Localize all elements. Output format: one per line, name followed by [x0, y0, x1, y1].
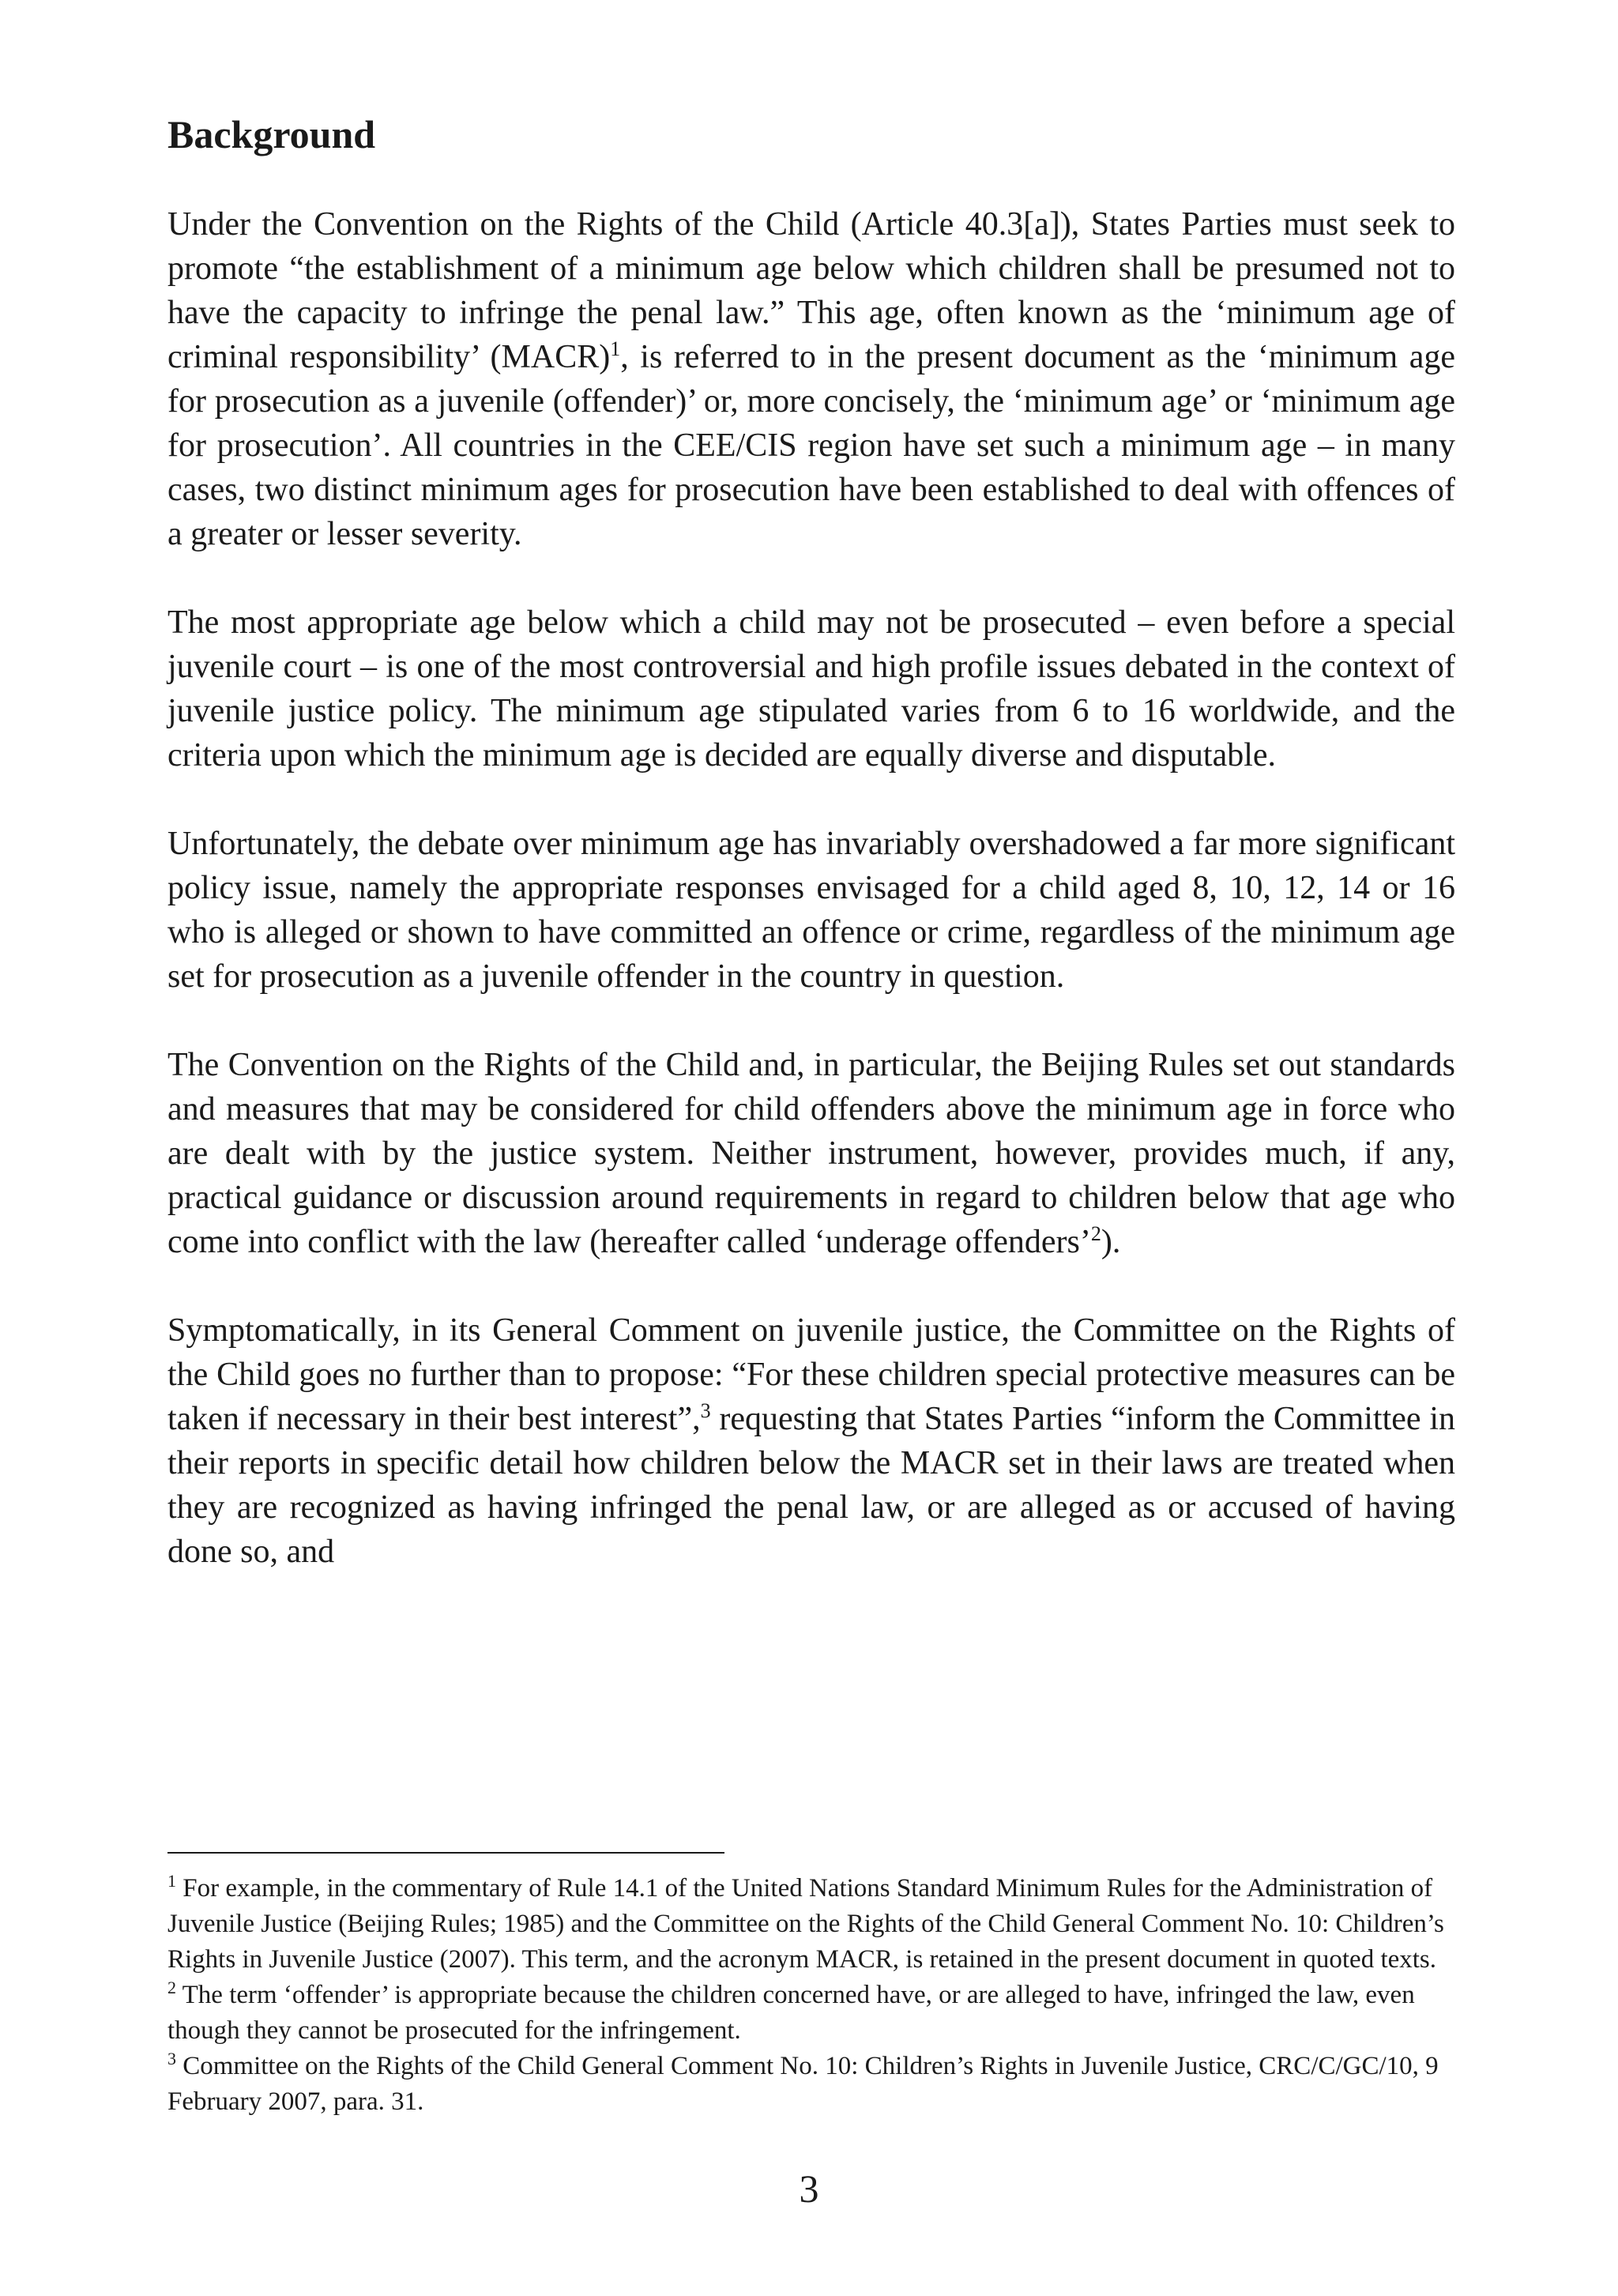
footnote-number: 3: [167, 2049, 176, 2068]
paragraph-4-text-b: ).: [1101, 1224, 1121, 1260]
section-heading: Background: [167, 112, 376, 156]
page-body: [167, 111, 1455, 1618]
paragraph-4-text-a: The Convention on the Rights of the Child and, in particular, the Beijing Rules set out standards and measures that may be considered for child offenders above the minimum age in force who are dealt with by the justice system. Neither instrument, however, provides much, if any, practical guidance or discussion around requirements in regard to children below that age who come into conflict with the law (hereafter called ‘underage offenders’: [167, 1047, 1455, 1260]
footnote-text: The term ‘offender’ is appropriate because the children concerned have, or are alleged to have, infringed the law, even though they cannot be prosecuted for the infringement.: [167, 1981, 1415, 2045]
paragraph-5-text-b: requesting that States Parties “inform the Committee in their reports in specific detail how children below the MACR set in their laws are treated when they are recognized as having infringed the penal law, or are alleged as or accused of having done so, and: [167, 1401, 1456, 1570]
footnote-ref-1[interactable]: 1: [610, 337, 621, 360]
paragraph-1: [167, 202, 1455, 556]
paragraph-5-text-a: Symptomatically, in its General Comment on juvenile justice, the Committee on the Rights of the Child goes no further than to propose: “For these children special protective measures can be taken if necessary in their best interest”,: [167, 1312, 1455, 1437]
paragraph-3: Unfortunately, the debate over minimum age has invariably overshadowed a far more significant policy issue, namely the appropriate responses envisaged for a child aged 8, 10, 12, 14 or 16 who is alleged or shown to have committed an offence or crime, regardless of the minimum age set for prosecution as a juvenile offender in the country in question.: [167, 826, 1455, 995]
footnote-number: 2: [167, 1978, 176, 1997]
paragraph-4: [167, 1043, 1455, 1264]
footnote-text: Committee on the Rights of the Child General Comment No. 10: Children’s Rights in Juvenile Justice, CRC/C/GC/10, 9 February 2007, para. 31.: [167, 2052, 1439, 2116]
footnotes: [167, 1852, 1455, 2120]
footnote-divider: [167, 1852, 724, 1854]
footnote-3: [167, 2049, 1455, 2120]
footnote-1: [167, 1871, 1455, 1978]
paragraph-1-text-b: , is referred to in the present document as the ‘minimum age for prosecution as a juvenile (offender)’ or, more concisely, the ‘minimum age’ or ‘minimum age for prosecution’. All countries in the CEE/CIS region have set such a minimum age – in many cases, two distinct minimum ages for prosecution have been established to deal with offences of a greater or lesser severity.: [167, 339, 1455, 552]
footnote-2: [167, 1978, 1455, 2049]
paragraph-1-text-a: Under the Convention on the Rights of the Child (Article 40.3[a]), States Parties must seek to promote “the establishment of a minimum age below which children shall be presumed not to have the capacity to infringe the penal law.” This age, often known as the ‘minimum age of criminal responsibility’ (MACR): [167, 206, 1455, 375]
footnote-text: For example, in the commentary of Rule 14.1 of the United Nations Standard Minimum Rules for the Administration of Juvenile Justice (Beijing Rules; 1985) and the Committee on the Rights of the Child General Comment No. 10: Children’s Rights in Juvenile Justice (2007). This term, and the acronym MACR, is retained in the present document in quoted texts.: [167, 1874, 1444, 1974]
paragraph-5: [167, 1308, 1455, 1574]
footnote-ref-3[interactable]: 3: [700, 1399, 711, 1422]
page-number: 3: [799, 2166, 819, 2211]
footnote-ref-2[interactable]: 2: [1090, 1222, 1101, 1245]
footnote-number: 1: [167, 1871, 176, 1891]
paragraph-2: The most appropriate age below which a child may not be prosecuted – even before a special juvenile court – is one of the most controversial and high profile issues debated in the context of juvenile justice policy. The minimum age stipulated varies from 6 to 16 worldwide, and the criteria upon which the minimum age is decided are equally diverse and disputable.: [167, 604, 1455, 773]
